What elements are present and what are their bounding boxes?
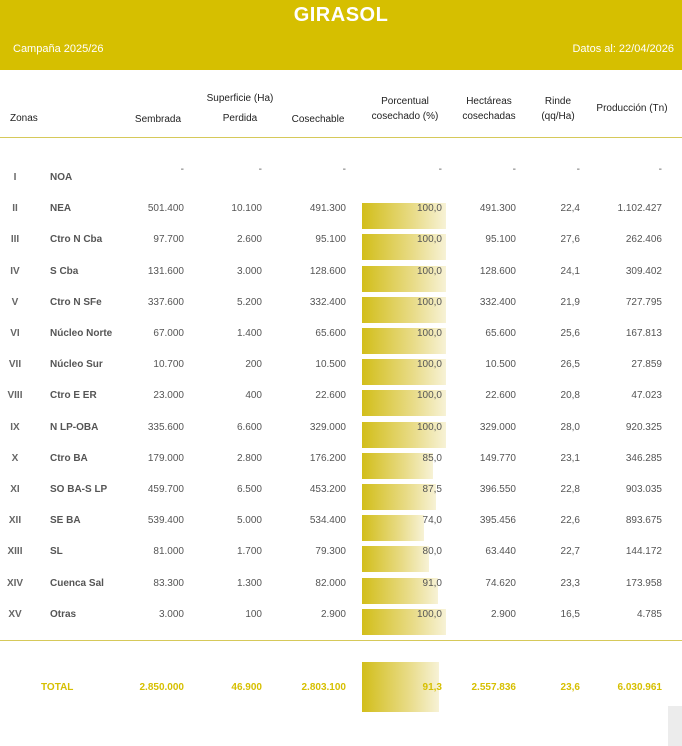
header-cosechable: Cosechable bbox=[291, 114, 345, 125]
zone-name: SE BA bbox=[50, 515, 81, 527]
produccion-value: 47.023 bbox=[631, 390, 662, 402]
header-rinde-line1: Rinde bbox=[544, 96, 572, 107]
header-rinde-line2: (qq/Ha) bbox=[541, 111, 575, 122]
zone-number: XV bbox=[8, 608, 22, 620]
zone-name: Núcleo Norte bbox=[50, 328, 113, 339]
cosechable-value: 65.600 bbox=[315, 328, 346, 339]
zone-number: VI bbox=[10, 328, 20, 339]
cosechable-value: 128.600 bbox=[309, 265, 346, 277]
percent-value: 100,0 bbox=[416, 296, 442, 308]
total-percent: 91,3 bbox=[422, 682, 442, 693]
cosechable-value: 332.400 bbox=[309, 296, 346, 308]
sembrada-value: 81.000 bbox=[153, 546, 184, 558]
hectareas-value: 95.100 bbox=[485, 234, 516, 246]
cosechable-value: 10.500 bbox=[315, 359, 346, 371]
percent-value: 85,0 bbox=[422, 452, 442, 464]
percent-value: 100,0 bbox=[416, 234, 442, 246]
rinde-value: 21,9 bbox=[560, 296, 580, 308]
percent-value: 100,0 bbox=[416, 328, 442, 339]
cosechable-value: 453.200 bbox=[309, 484, 346, 495]
total-sembrada: 2.850.000 bbox=[139, 682, 184, 693]
sembrada-value: 3.000 bbox=[158, 608, 184, 620]
sembrada-value: 335.600 bbox=[147, 421, 184, 433]
cosechable-value: 95.100 bbox=[315, 234, 346, 246]
perdida-value: 5.200 bbox=[236, 296, 262, 308]
header-porcentual-line1: Porcentual bbox=[381, 96, 429, 107]
sembrada-value: 23.000 bbox=[153, 390, 184, 402]
sembrada-value: 179.000 bbox=[147, 452, 184, 464]
zone-name: SL bbox=[50, 546, 63, 558]
page-title: GIRASOL bbox=[293, 4, 389, 26]
zone-number: IX bbox=[10, 421, 20, 433]
total-hectareas: 2.557.836 bbox=[471, 682, 516, 693]
hectareas-value: 329.000 bbox=[479, 421, 516, 433]
sembrada-value: 539.400 bbox=[147, 515, 184, 527]
perdida-value: 6.600 bbox=[236, 421, 262, 433]
perdida-value: 3.000 bbox=[236, 265, 262, 277]
produccion-value: 903.035 bbox=[625, 484, 662, 495]
sembrada-value: 501.400 bbox=[147, 203, 184, 215]
hectareas-value: 10.500 bbox=[485, 359, 516, 371]
rinde-value: 23,1 bbox=[560, 452, 580, 464]
cosechable-value: 329.000 bbox=[309, 421, 346, 433]
zone-number: XIV bbox=[6, 577, 24, 589]
rinde-value: - bbox=[576, 164, 580, 175]
percent-value: 91,0 bbox=[422, 577, 442, 589]
total-cosechable: 2.803.100 bbox=[301, 682, 346, 693]
cosechable-value: 534.400 bbox=[309, 515, 346, 527]
sembrada-value: 10.700 bbox=[153, 359, 184, 371]
perdida-value: 200 bbox=[245, 359, 262, 371]
header-porcentual-line2: cosechado (%) bbox=[371, 111, 439, 122]
perdida-value: 10.100 bbox=[231, 203, 262, 215]
sembrada-value: 97.700 bbox=[153, 234, 184, 246]
rinde-value: 24,1 bbox=[560, 265, 580, 277]
data-date-label: Datos al: 22/04/2026 bbox=[572, 43, 674, 55]
zone-name: SO BA-S LP bbox=[50, 484, 108, 495]
zone-number: VII bbox=[8, 359, 22, 371]
percent-value: 100,0 bbox=[416, 359, 442, 371]
rinde-value: 22,6 bbox=[560, 515, 580, 527]
rinde-value: 25,6 bbox=[560, 328, 580, 339]
hectareas-value: 491.300 bbox=[479, 203, 516, 215]
zone-name: Cuenca Sal bbox=[50, 577, 104, 589]
zone-name: S Cba bbox=[50, 265, 79, 277]
percent-value: 74,0 bbox=[422, 515, 442, 527]
percent-value: 100,0 bbox=[416, 421, 442, 433]
zone-name: Ctro BA bbox=[50, 452, 88, 464]
cosechable-value: 82.000 bbox=[315, 577, 346, 589]
total-label: TOTAL bbox=[41, 682, 74, 693]
perdida-value: 2.600 bbox=[236, 234, 262, 246]
perdida-value: 1.400 bbox=[236, 328, 262, 339]
zone-number: VIII bbox=[7, 390, 23, 402]
sembrada-value: 337.600 bbox=[147, 296, 184, 308]
header-produccion: Producción (Tn) bbox=[596, 103, 668, 114]
sembrada-value: 67.000 bbox=[153, 328, 184, 339]
total-perdida: 46.900 bbox=[231, 682, 262, 693]
perdida-value: 2.800 bbox=[236, 452, 262, 464]
hectareas-value: 128.600 bbox=[479, 265, 516, 277]
produccion-value: 144.172 bbox=[625, 546, 662, 558]
header-rinde bbox=[530, 94, 586, 124]
produccion-value: 346.285 bbox=[625, 452, 662, 464]
perdida-value: 100 bbox=[245, 608, 262, 620]
zone-name: Núcleo Sur bbox=[50, 359, 103, 371]
zone-name: NEA bbox=[50, 203, 72, 215]
produccion-value: 4.785 bbox=[636, 608, 662, 620]
campaign-label: Campaña 2025/26 bbox=[13, 43, 104, 55]
header-hectareas bbox=[450, 94, 528, 124]
cosechable-value: 2.900 bbox=[320, 608, 346, 620]
total-rinde: 23,6 bbox=[560, 682, 580, 693]
hectareas-value: 395.456 bbox=[479, 515, 516, 527]
header-superficie: Superficie (Ha) bbox=[206, 93, 274, 104]
hectareas-value: 74.620 bbox=[485, 577, 516, 589]
header-perdida: Perdida bbox=[222, 113, 258, 124]
percent-value: 100,0 bbox=[416, 608, 442, 620]
produccion-value: 920.325 bbox=[625, 421, 662, 433]
zone-number: III bbox=[10, 234, 20, 246]
zone-name: NOA bbox=[50, 172, 73, 183]
zone-number: I bbox=[13, 172, 17, 183]
zone-name: Ctro N SFe bbox=[50, 296, 102, 308]
page-corner bbox=[668, 706, 682, 746]
hectareas-value: 149.770 bbox=[479, 452, 516, 464]
rinde-value: 22,8 bbox=[560, 484, 580, 495]
cosechable-value: 176.200 bbox=[309, 452, 346, 464]
hectareas-value: 63.440 bbox=[485, 546, 516, 558]
perdida-value: 6.500 bbox=[236, 484, 262, 495]
cosechable-value: 491.300 bbox=[309, 203, 346, 215]
cosechable-value: 79.300 bbox=[315, 546, 346, 558]
zone-number: IV bbox=[10, 265, 20, 277]
hectareas-value: 2.900 bbox=[490, 608, 516, 620]
rinde-value: 26,5 bbox=[560, 359, 580, 371]
produccion-value: 309.402 bbox=[625, 265, 662, 277]
perdida-value: 1.300 bbox=[236, 577, 262, 589]
total-divider bbox=[0, 640, 682, 641]
zone-number: XI bbox=[10, 484, 20, 495]
zone-number: V bbox=[11, 296, 19, 308]
rinde-value: 16,5 bbox=[560, 608, 580, 620]
cosechable-value: 22.600 bbox=[315, 390, 346, 402]
produccion-value: 1.102.427 bbox=[617, 203, 662, 215]
header-zonas: Zonas bbox=[10, 113, 38, 124]
produccion-value: 893.675 bbox=[625, 515, 662, 527]
sembrada-value: 83.300 bbox=[153, 577, 184, 589]
zone-number: X bbox=[11, 452, 19, 464]
cosechable-value: - bbox=[342, 164, 346, 175]
produccion-value: 262.406 bbox=[625, 234, 662, 246]
hectareas-value: 332.400 bbox=[479, 296, 516, 308]
percent-value: 100,0 bbox=[416, 390, 442, 402]
rinde-value: 22,7 bbox=[560, 546, 580, 558]
produccion-value: 27.859 bbox=[631, 359, 662, 371]
perdida-value: - bbox=[258, 164, 262, 175]
produccion-value: - bbox=[658, 164, 662, 175]
sembrada-value: 459.700 bbox=[147, 484, 184, 495]
header-hectareas-line2: cosechadas bbox=[462, 111, 516, 122]
zone-name: Otras bbox=[50, 608, 77, 620]
header-sembrada: Sembrada bbox=[134, 114, 182, 125]
percent-value: 100,0 bbox=[416, 265, 442, 277]
perdida-value: 5.000 bbox=[236, 515, 262, 527]
total-produccion: 6.030.961 bbox=[617, 682, 662, 693]
percent-value: - bbox=[438, 164, 442, 175]
perdida-value: 400 bbox=[245, 390, 262, 402]
hectareas-value: 396.550 bbox=[479, 484, 516, 495]
zone-name: Ctro N Cba bbox=[50, 234, 103, 246]
produccion-value: 173.958 bbox=[625, 577, 662, 589]
zone-number: XIII bbox=[7, 546, 23, 558]
rinde-value: 28,0 bbox=[560, 421, 580, 433]
percent-value: 87,5 bbox=[422, 484, 442, 495]
header-porcentual bbox=[360, 94, 450, 124]
percent-value: 100,0 bbox=[416, 203, 442, 215]
header-divider bbox=[0, 137, 682, 138]
hectareas-value: - bbox=[512, 164, 516, 175]
perdida-value: 1.700 bbox=[236, 546, 262, 558]
rinde-value: 20,8 bbox=[560, 390, 580, 402]
hectareas-value: 65.600 bbox=[485, 328, 516, 339]
percent-value: 80,0 bbox=[422, 546, 442, 558]
zone-name: N LP-OBA bbox=[50, 421, 99, 433]
rinde-value: 23,3 bbox=[560, 577, 580, 589]
zone-number: II bbox=[12, 203, 18, 215]
header-hectareas-line1: Hectáreas bbox=[466, 96, 512, 107]
zone-name: Ctro E ER bbox=[50, 390, 97, 402]
hectareas-value: 22.600 bbox=[485, 390, 516, 402]
produccion-value: 727.795 bbox=[625, 296, 662, 308]
sembrada-value: - bbox=[180, 164, 184, 175]
rinde-value: 22,4 bbox=[560, 203, 580, 215]
sembrada-value: 131.600 bbox=[147, 265, 184, 277]
rinde-value: 27,6 bbox=[560, 234, 580, 246]
produccion-value: 167.813 bbox=[625, 328, 662, 339]
zone-number: XII bbox=[8, 515, 22, 527]
title-banner bbox=[0, 0, 682, 70]
